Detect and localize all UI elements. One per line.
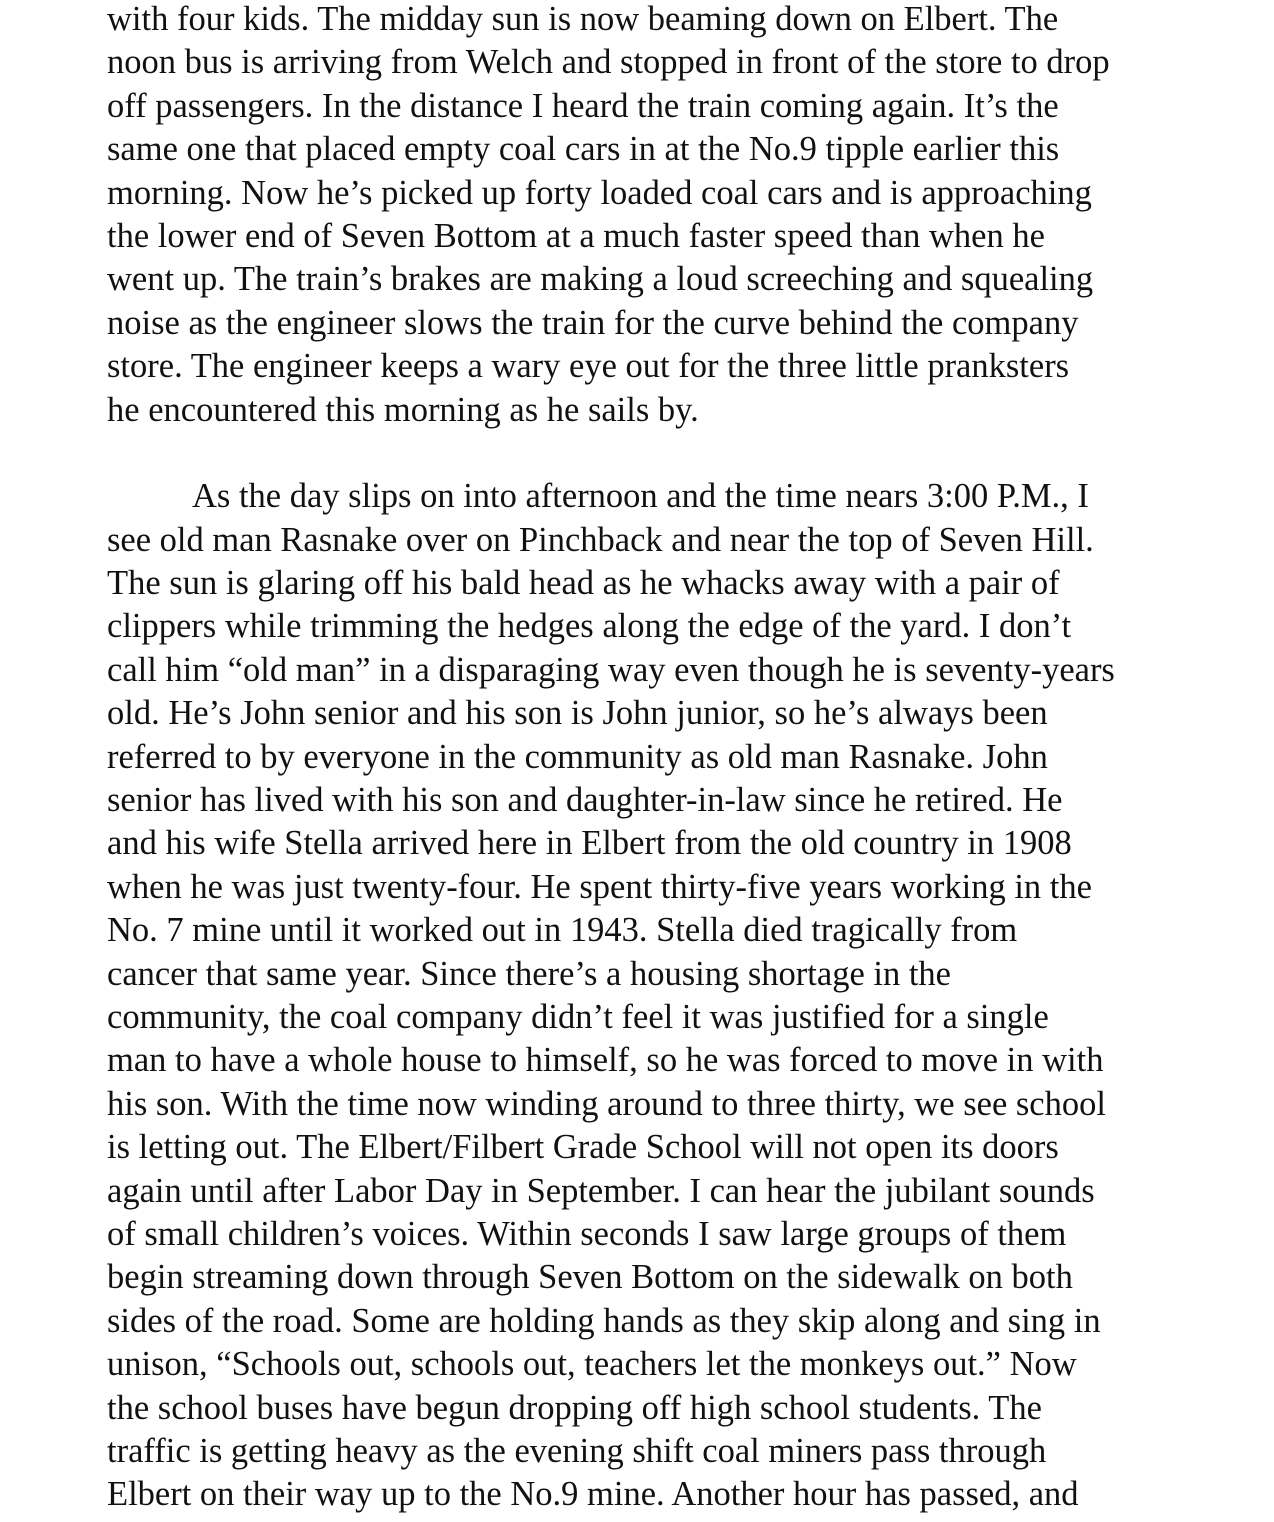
paragraph-2 <box>107 475 1247 1516</box>
text-line: off passengers. In the distance I heard the train coming again. It’s the <box>107 86 1059 125</box>
text-line: noon bus is arriving from Welch and stopped in front of the store to drop <box>107 43 1110 82</box>
text-line: when he was just twenty-four. He spent thirty-five years working in the <box>107 867 1092 906</box>
text-line: with four kids. The midday sun is now beaming down on Elbert. The <box>107 0 1059 38</box>
text-line: traffic is getting heavy as the evening shift coal miners pass through <box>107 1431 1047 1470</box>
text-line: is letting out. The Elbert/Filbert Grade School will not open its doors <box>107 1128 1059 1167</box>
text-line: of small children’s voices. Within seconds I saw large groups of them <box>107 1214 1067 1253</box>
text-line: his son. With the time now winding around to three thirty, we see school <box>107 1084 1106 1123</box>
text-line: begin streaming down through Seven Bottom on the sidewalk on both <box>107 1258 1073 1297</box>
text-line: man to have a whole house to himself, so he was forced to move in with <box>107 1041 1104 1080</box>
text-line: and his wife Stella arrived here in Elbert from the old country in 1908 <box>107 824 1072 863</box>
text-line: the school buses have begun dropping off high school students. The <box>107 1388 1042 1427</box>
text-line: cancer that same year. Since there’s a housing shortage in the <box>107 954 951 993</box>
text-line: sides of the road. Some are holding hands as they skip along and sing in <box>107 1301 1101 1340</box>
document-page <box>107 0 1247 1517</box>
text-line: went up. The train’s brakes are making a loud screeching and squealing <box>107 260 1094 299</box>
text-line: same one that placed empty coal cars in at the No.9 tipple earlier this <box>107 130 1060 169</box>
text-line: senior has lived with his son and daughter-in-law since he retired. He <box>107 781 1063 820</box>
text-line: The sun is glaring off his bald head as he whacks away with a pair of <box>107 564 1060 603</box>
text-line: community, the coal company didn’t feel it was justified for a single <box>107 997 1049 1036</box>
text-line: he encountered this morning as he sails by. <box>107 390 699 429</box>
text-line: clippers while trimming the hedges along the edge of the yard. I don’t <box>107 607 1072 646</box>
text-line: the lower end of Seven Bottom at a much faster speed than when he <box>107 216 1045 255</box>
text-line: see old man Rasnake over on Pinchback and near the top of Seven Hill. <box>107 520 1094 559</box>
text-line: referred to by everyone in the community as old man Rasnake. John <box>107 737 1048 776</box>
text-line: call him “old man” in a disparaging way even though he is seventy-years <box>107 650 1115 689</box>
text-line: again until after Labor Day in September. I can hear the jubilant sounds <box>107 1171 1095 1210</box>
text-line: noise as the engineer slows the train for the curve behind the company <box>107 303 1079 342</box>
text-line: morning. Now he’s picked up forty loaded coal cars and is approaching <box>107 173 1092 212</box>
text-line: unison, “Schools out, schools out, teachers let the monkeys out.” Now <box>107 1345 1077 1384</box>
text-line: Elbert on their way up to the No.9 mine. Another hour has passed, and <box>107 1475 1079 1514</box>
text-line-first-indented: As the day slips on into afternoon and the time nears 3:00 P.M., I <box>192 477 1089 516</box>
text-line: No. 7 mine until it worked out in 1943. Stella died tragically from <box>107 911 1018 950</box>
paragraph-1 <box>107 0 1247 432</box>
text-line: old. He’s John senior and his son is John junior, so he’s always been <box>107 694 1048 733</box>
text-line: store. The engineer keeps a wary eye out for the three little pranksters <box>107 347 1070 386</box>
